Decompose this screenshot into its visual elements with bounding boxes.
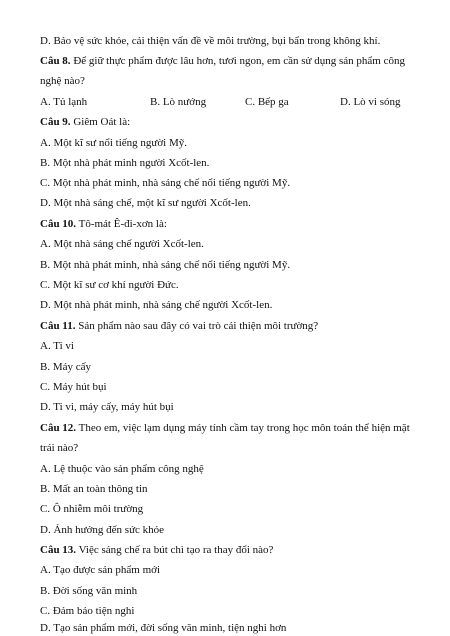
option-d: D. Một nhà sáng chế, một kĩ sư người Xcốt-len. bbox=[40, 197, 251, 209]
option-b: B. Mất an toàn thông tin bbox=[40, 483, 148, 495]
option-b: B. Máy cấy bbox=[40, 361, 92, 373]
option-c: C. Một nhà phát minh, nhà sáng chế nổi tiếng người Mỹ. bbox=[40, 177, 291, 189]
question-12-cont: trái nào? bbox=[40, 442, 79, 454]
option-a: A. Một kĩ sư nổi tiếng người Mỹ. bbox=[40, 137, 187, 149]
question-11 bbox=[40, 319, 318, 333]
option-c: C. Bếp ga bbox=[245, 96, 289, 108]
question-12 bbox=[40, 421, 410, 435]
question-label: Câu 8. bbox=[40, 55, 71, 67]
question-text: Việc sáng chế ra bút chì tạo ra thay đổi nào? bbox=[76, 544, 274, 556]
option-d: D. Ti vi, máy cấy, máy hút bụi bbox=[40, 401, 174, 413]
question-text: Theo em, việc lạm dụng máy tính cầm tay trong học môn toán thể hiện mặt bbox=[76, 422, 410, 434]
option-b: B. Đời sống văn minh bbox=[40, 585, 138, 597]
option-d: D. Lò vi sóng bbox=[340, 96, 401, 108]
option-a: A. Tạo được sản phẩm mới bbox=[40, 564, 161, 576]
question-9 bbox=[40, 115, 130, 129]
question-10 bbox=[40, 217, 167, 231]
question-13 bbox=[40, 543, 273, 557]
question-label: Câu 9. bbox=[40, 116, 71, 128]
question-label: Câu 11. bbox=[40, 320, 76, 332]
question-text: Sản phẩm nào sau đây có vai trò cải thiện môi trường? bbox=[75, 320, 319, 332]
option-a: A. Ti vi bbox=[40, 340, 74, 352]
option-b: B. Một nhà phát minh, nhà sáng chế nổi tiếng người Mỹ. bbox=[40, 259, 291, 271]
option-d: D. Ảnh hưởng đến sức khỏe bbox=[40, 524, 165, 536]
question-label: Câu 13. bbox=[40, 544, 77, 556]
question-text: Để giữ thực phẩm được lâu hơn, tươi ngon, em cần sử dụng sản phẩm công bbox=[70, 55, 405, 67]
option-a: A. Một nhà sáng chế người Xcốt-len. bbox=[40, 238, 204, 250]
option-d: D. Tạo sản phẩm mới, đời sống văn minh, tiện nghi hơn bbox=[40, 622, 287, 634]
option-c: C. Một kĩ sư cơ khí người Đức. bbox=[40, 279, 179, 291]
option-b: B. Lò nướng bbox=[150, 96, 207, 108]
option-a: A. Tủ lạnh bbox=[40, 96, 88, 108]
option-b: B. Một nhà phát minh người Xcốt-len. bbox=[40, 157, 210, 169]
option-c: C. Máy hút bụi bbox=[40, 381, 107, 393]
option-c: C. Đảm bảo tiện nghi bbox=[40, 605, 135, 617]
option-d: D. Một nhà phát minh, nhà sáng chế người Xcốt-len. bbox=[40, 299, 273, 311]
option-c: C. Ô nhiễm môi trường bbox=[40, 503, 144, 515]
question-text: Giêm Oát là: bbox=[70, 116, 131, 128]
option-a: A. Lệ thuộc vào sản phẩm công nghệ bbox=[40, 463, 204, 475]
question-label: Câu 12. bbox=[40, 422, 77, 434]
question-8-cont: nghệ nào? bbox=[40, 75, 85, 87]
question-8 bbox=[40, 54, 405, 68]
question-label: Câu 10. bbox=[40, 218, 77, 230]
option-d-q7: D. Bảo vệ sức khỏe, cải thiện vấn đề về môi trường, bụi bẩn trong không khí. bbox=[40, 35, 381, 47]
question-text: Tô-mát Ê-đi-xơn là: bbox=[76, 218, 167, 230]
